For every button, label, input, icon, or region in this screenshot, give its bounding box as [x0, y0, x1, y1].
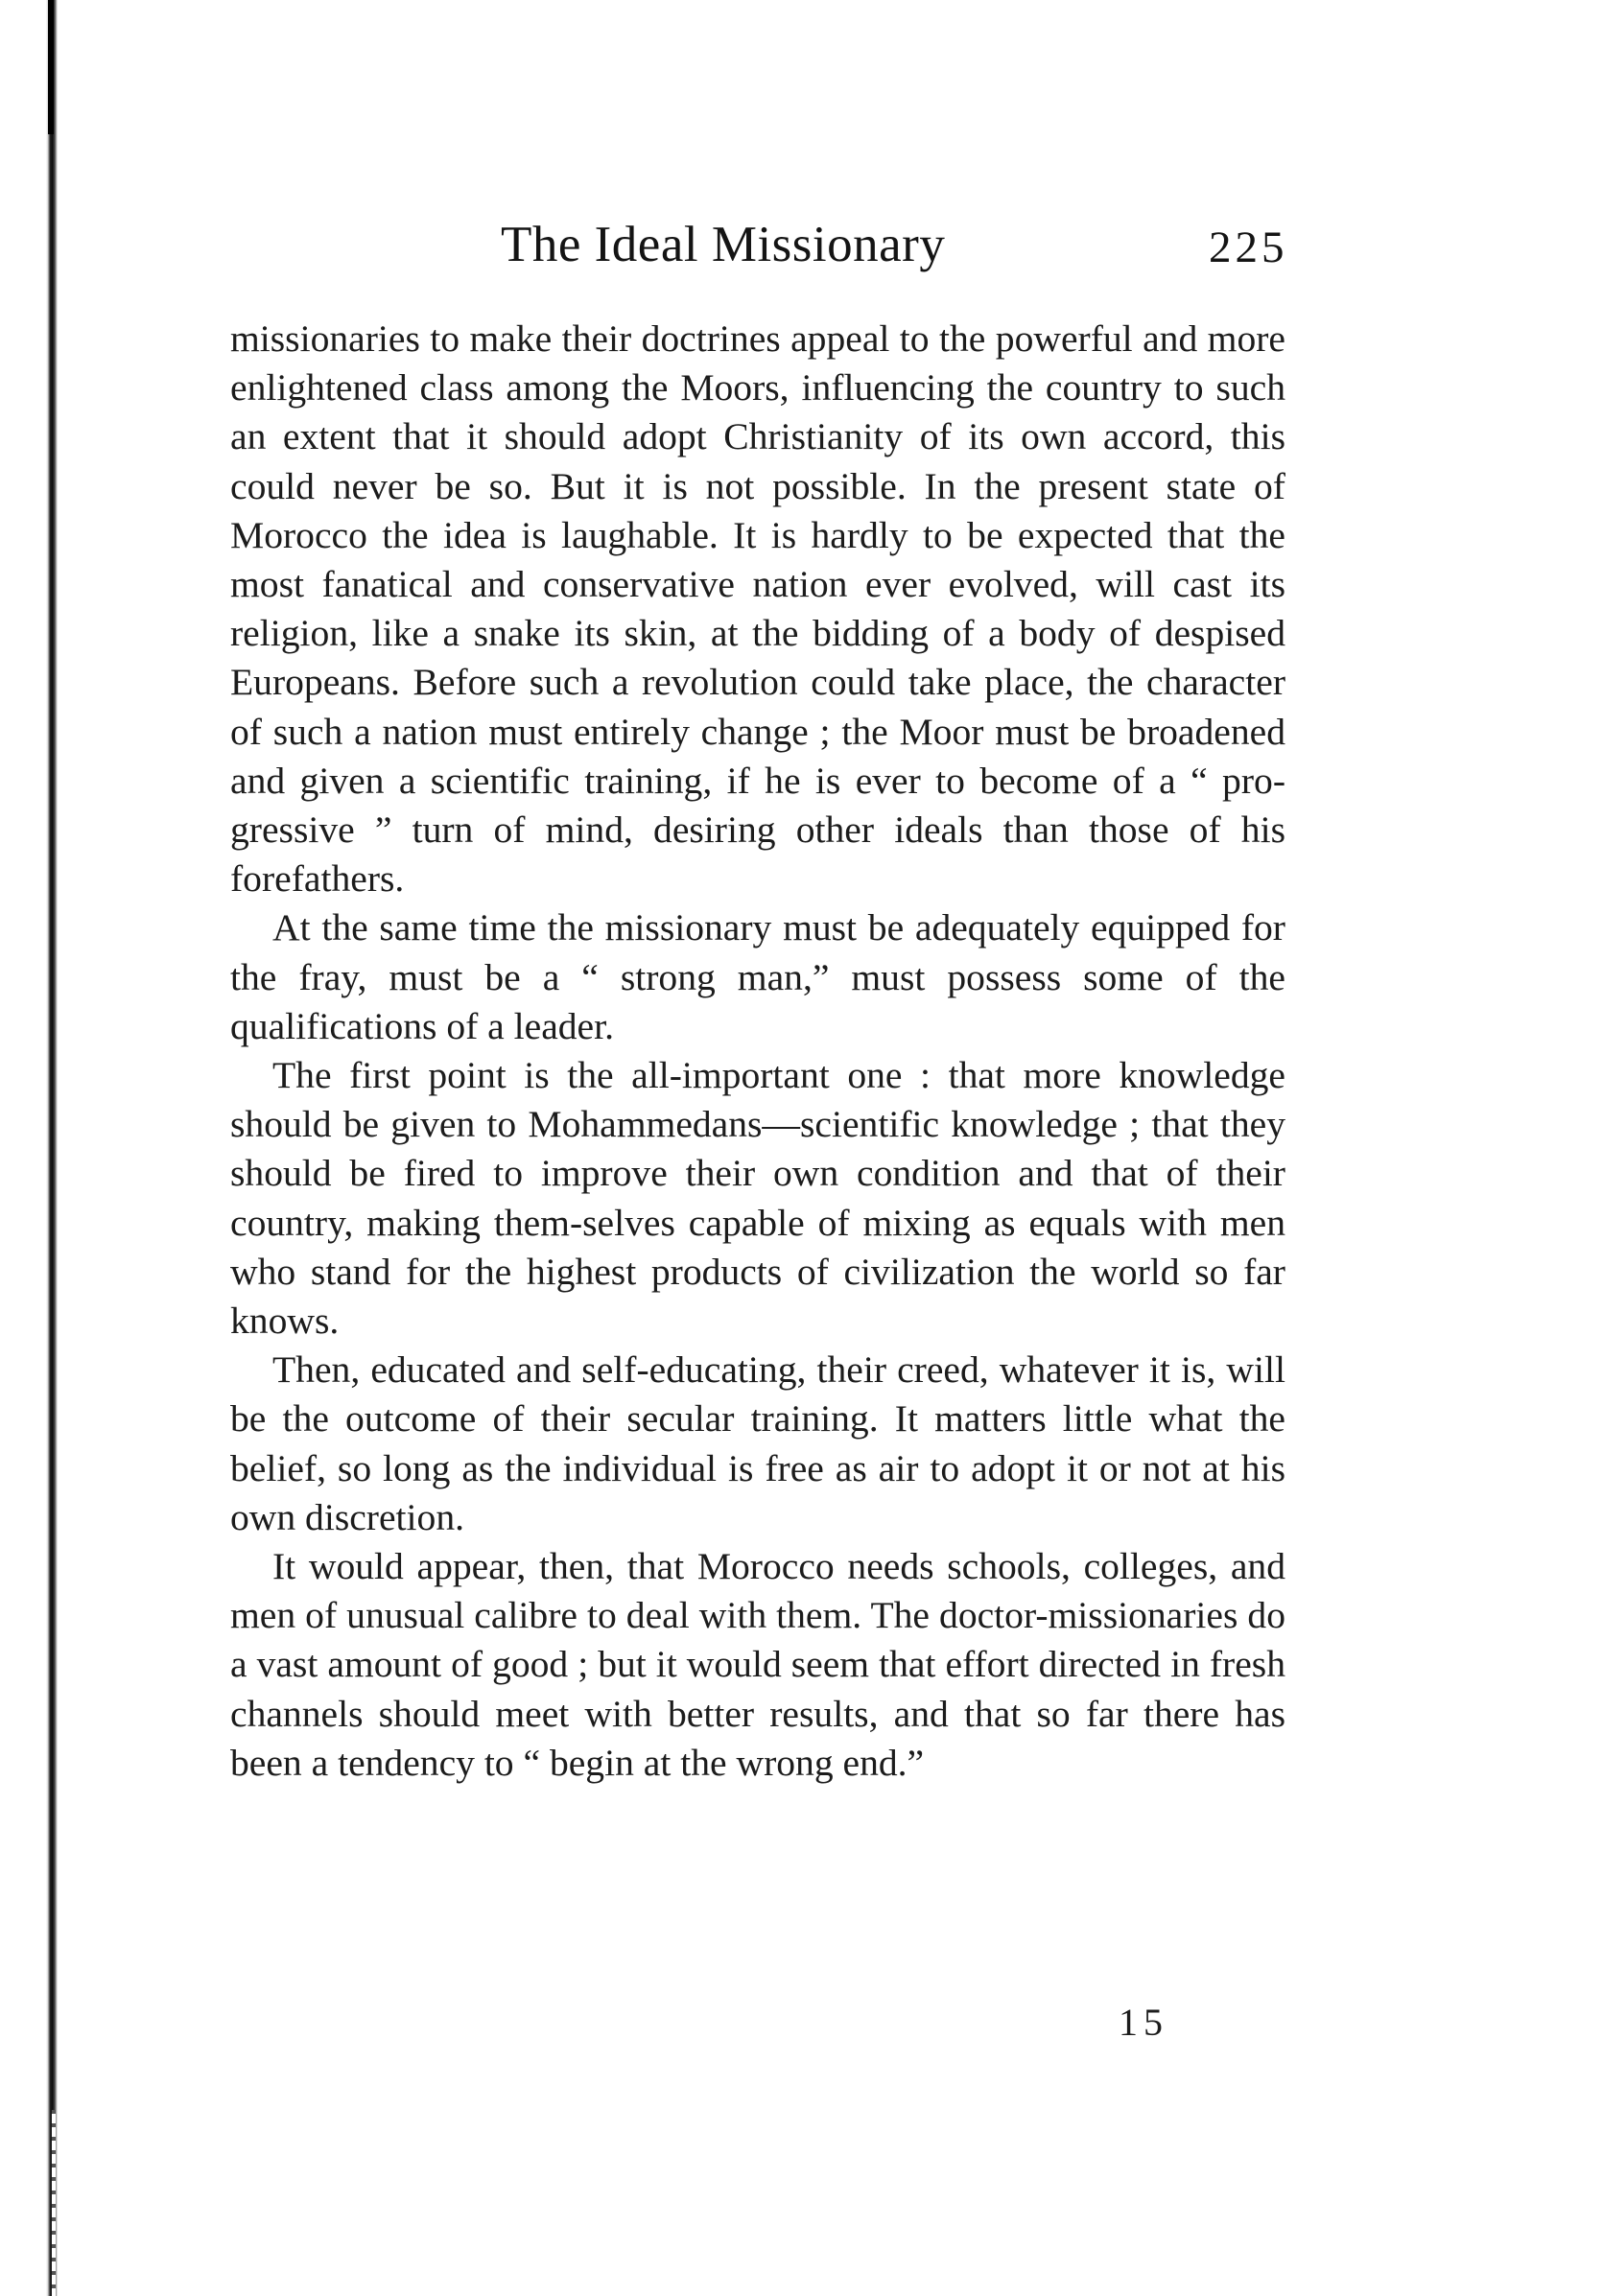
page-number: 225 — [1209, 223, 1288, 272]
binding-edge-fade — [52, 2110, 56, 2296]
binding-edge-shadow — [48, 0, 54, 134]
signature-mark: 15 — [1119, 2001, 1168, 2044]
binding-edge — [46, 0, 58, 2296]
body-text — [230, 315, 1285, 1788]
paragraph-3: The first point is the all-important one : that more knowledge should be given to Mohammedans—scientific knowledge ; that they should be fired to improve their own condition and that of their country, making them-selves capable of mixing as equals with men who stand for the highest products of civilization the world so far knows. — [230, 1054, 1285, 1343]
paragraph-5: It would appear, then, that Morocco needs schools, colleges, and men of unusual calibre to deal with them. The doctor-missionaries do a vast amount of good ; but it would seem that effort directed in fresh channels should meet with better results, and that so far there has been a tendency to “ begin at the wrong end.” — [230, 1545, 1285, 1784]
paragraph-4: Then, educated and self-educating, their creed, whatever it is, will be the outcome of their secular training. It matters little what the belief, so long as the individual is free as air to adopt it or not at his own discretion. — [230, 1348, 1285, 1538]
page-header — [230, 216, 1288, 293]
paragraph-1: missionaries to make their doctrines appeal to the powerful and more enlightened class among the Moors, influencing the country to such an extent that it should adopt Christianity of its own accord, this could never be so. But it is not possible. In the present state of Morocco the idea is laughable. It is hardly to be expected that the most fanatical and conservative nation ever evolved, will cast its religion, like a snake its skin, at the bidding of a body of despised Europeans. Before such a revolution could take place, the character of such a nation must entirely change ; the Moor must be broadened and given a scientific training, if he is ever to become of a “ pro-gressive ” turn of mind, desiring other ideals than those of his forefathers. — [230, 317, 1285, 901]
paragraph-2: At the same time the missionary must be adequately equipped for the fray, must be a “ strong man,” must possess some of the qualifications of a leader. — [230, 906, 1285, 1047]
running-title: The Ideal Missionary — [501, 217, 946, 272]
